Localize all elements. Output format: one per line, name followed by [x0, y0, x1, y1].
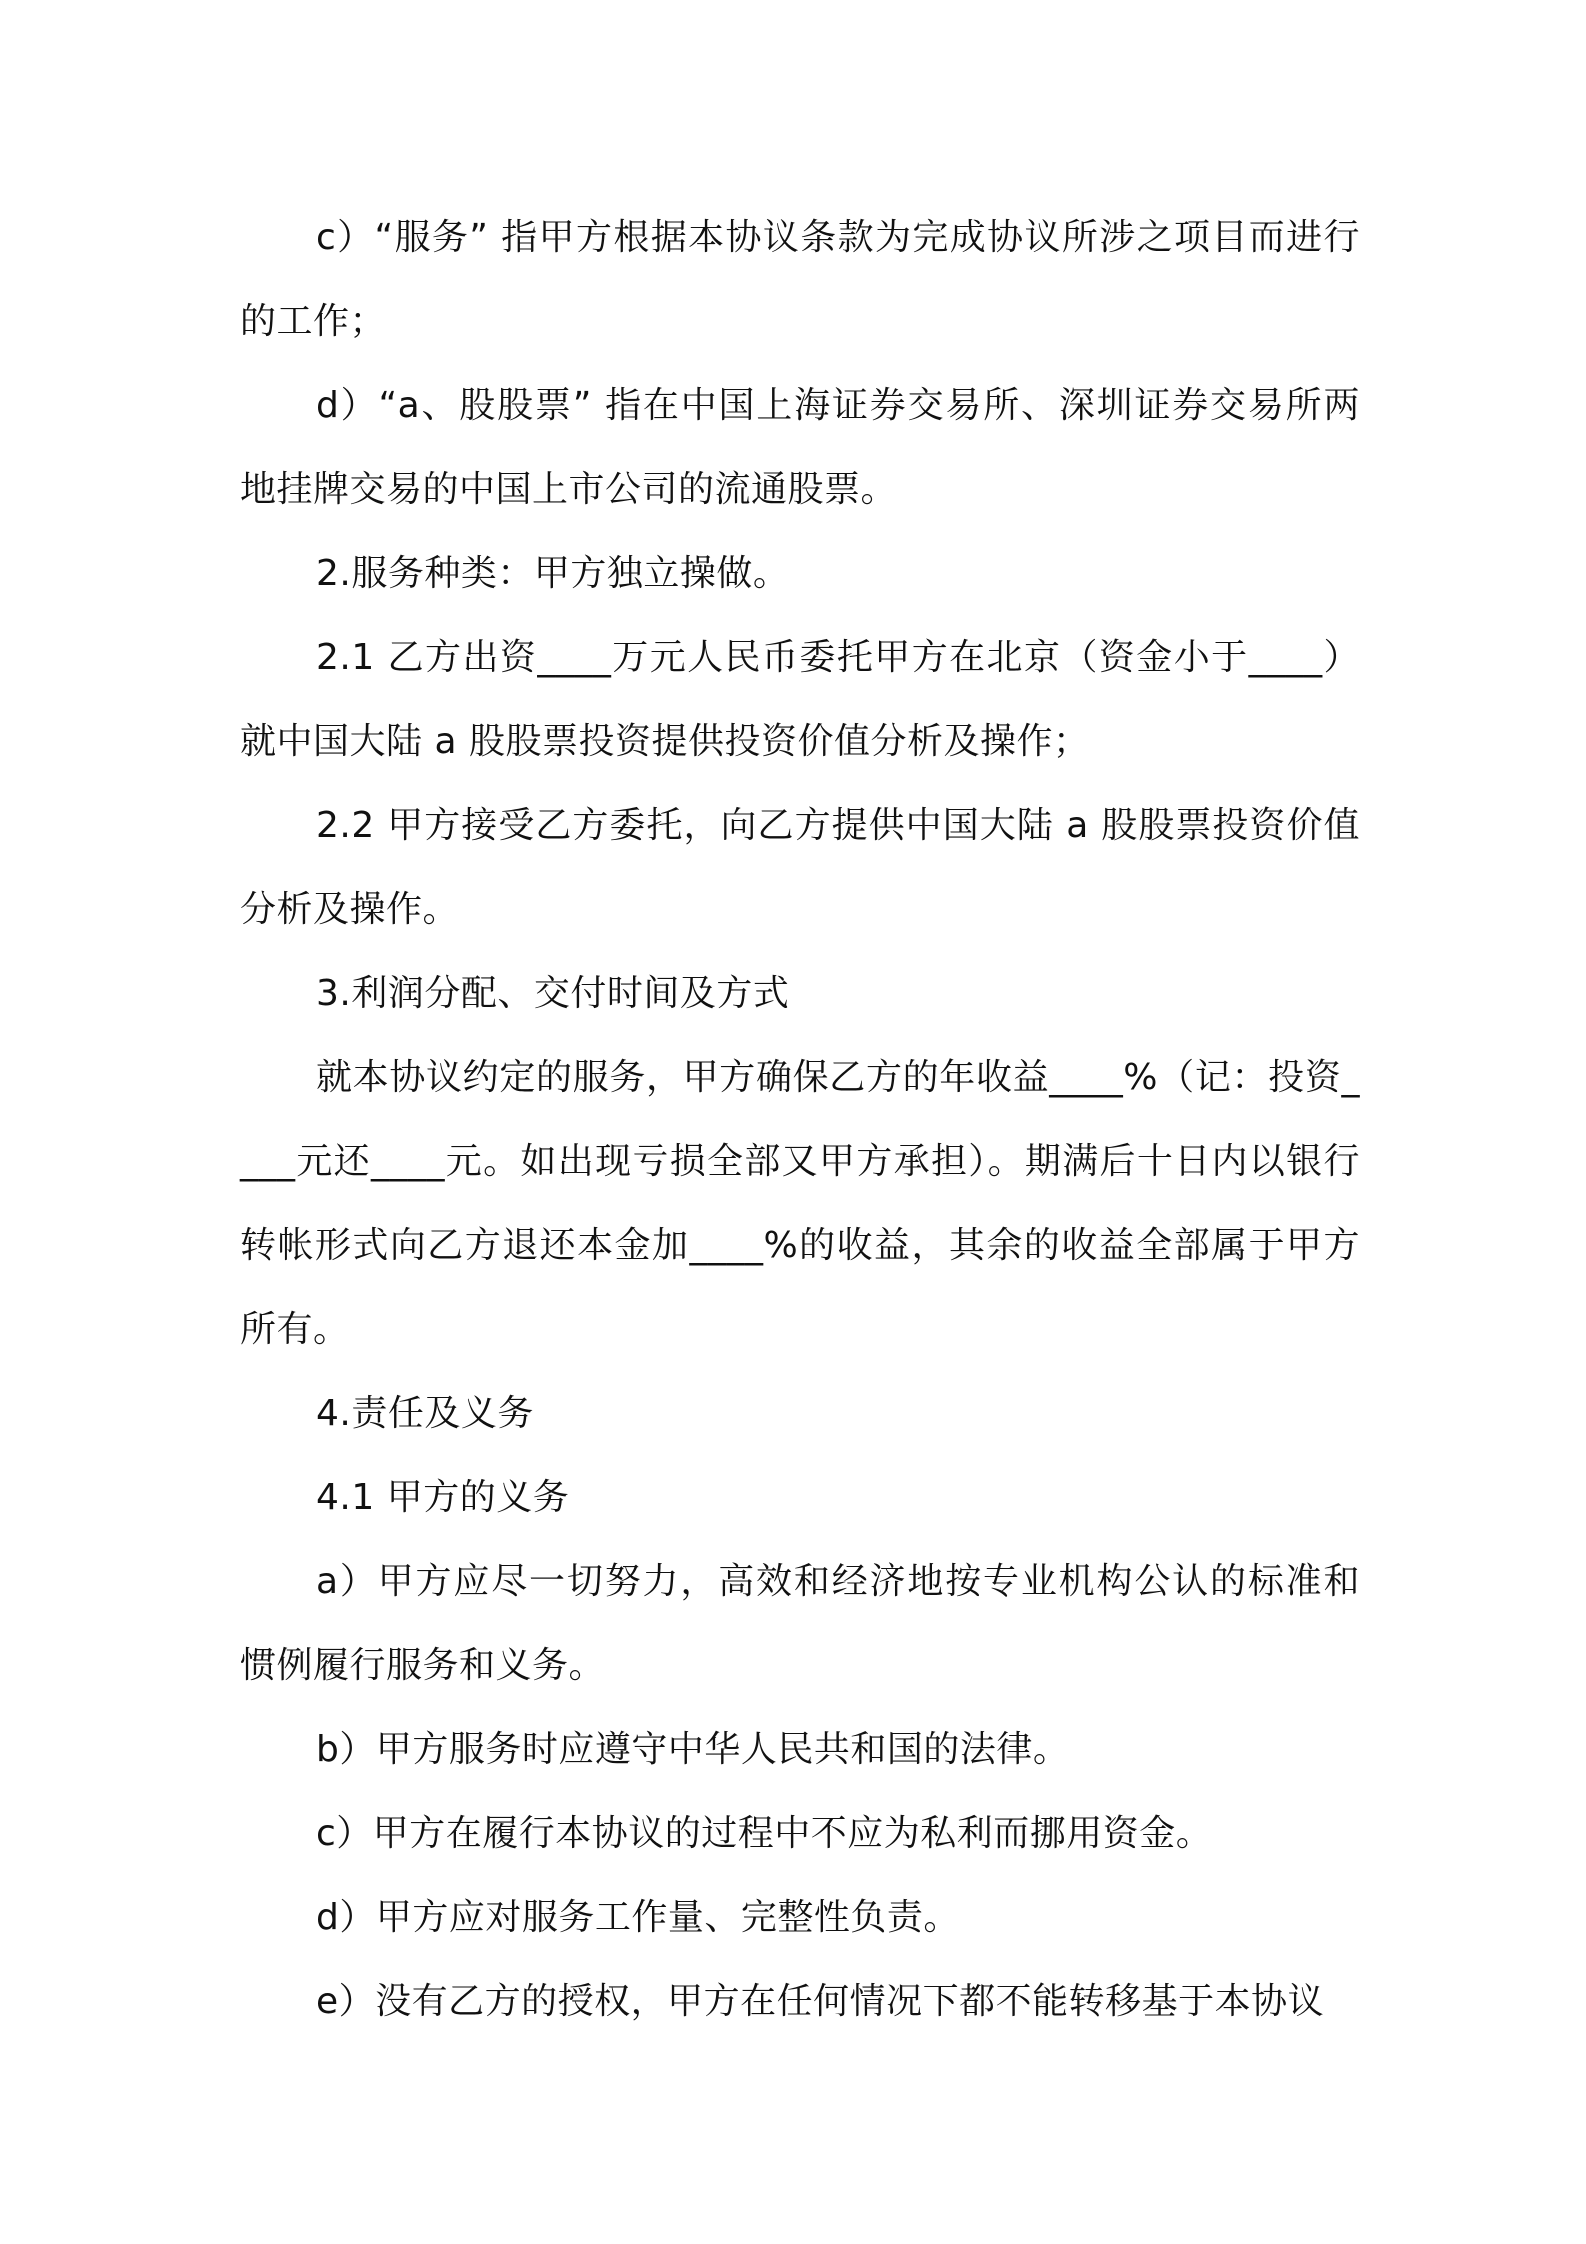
- clause-d-a-share-definition: d）“a、股股票” 指在中国上海证券交易所、深圳证券交易所两地挂牌交易的中国上市公司的流通股票。: [240, 385, 1360, 510]
- clause-4-1-c: c）甲方在履行本协议的过程中不应为私利而挪用资金。: [316, 1813, 1213, 1854]
- document-body: [240, 196, 1360, 2044]
- section-3-body: 就本协议约定的服务，甲方确保乙方的年收益____%（记：投资____元还____元。如出现亏损全部又甲方承担）。期满后十日内以银行转帐形式向乙方退还本金加____%的收益，其余的收益全部属于甲方所有。: [240, 1057, 1360, 1350]
- section-2-service-type: 2.服务种类：甲方独立操做。: [316, 553, 790, 594]
- clause-4-1-a: a）甲方应尽一切努力，高效和经济地按专业机构公认的标准和惯例履行服务和义务。: [240, 1561, 1360, 1686]
- clause-2-2: 2.2 甲方接受乙方委托，向乙方提供中国大陆 a 股股票投资价值分析及操作。: [240, 805, 1360, 930]
- section-3-heading: 3.利润分配、交付时间及方式: [316, 973, 790, 1014]
- clause-4-1-heading: 4.1 甲方的义务: [316, 1477, 570, 1518]
- section-4-heading: 4.责任及义务: [316, 1393, 534, 1434]
- clause-c-service-definition: c）“服务” 指甲方根据本协议条款为完成协议所涉之项目而进行的工作；: [240, 217, 1360, 342]
- clause-4-1-b: b）甲方服务时应遵守中华人民共和国的法律。: [316, 1729, 1070, 1770]
- clause-2-1: 2.1 乙方出资____万元人民币委托甲方在北京（资金小于____）就中国大陆 a 股股票投资提供投资价值分析及操作；: [240, 637, 1360, 762]
- clause-4-1-d: d）甲方应对服务工作量、完整性负责。: [316, 1897, 960, 1938]
- clause-4-1-e: e）没有乙方的授权，甲方在任何情况下都不能转移基于本协议: [316, 1981, 1325, 2022]
